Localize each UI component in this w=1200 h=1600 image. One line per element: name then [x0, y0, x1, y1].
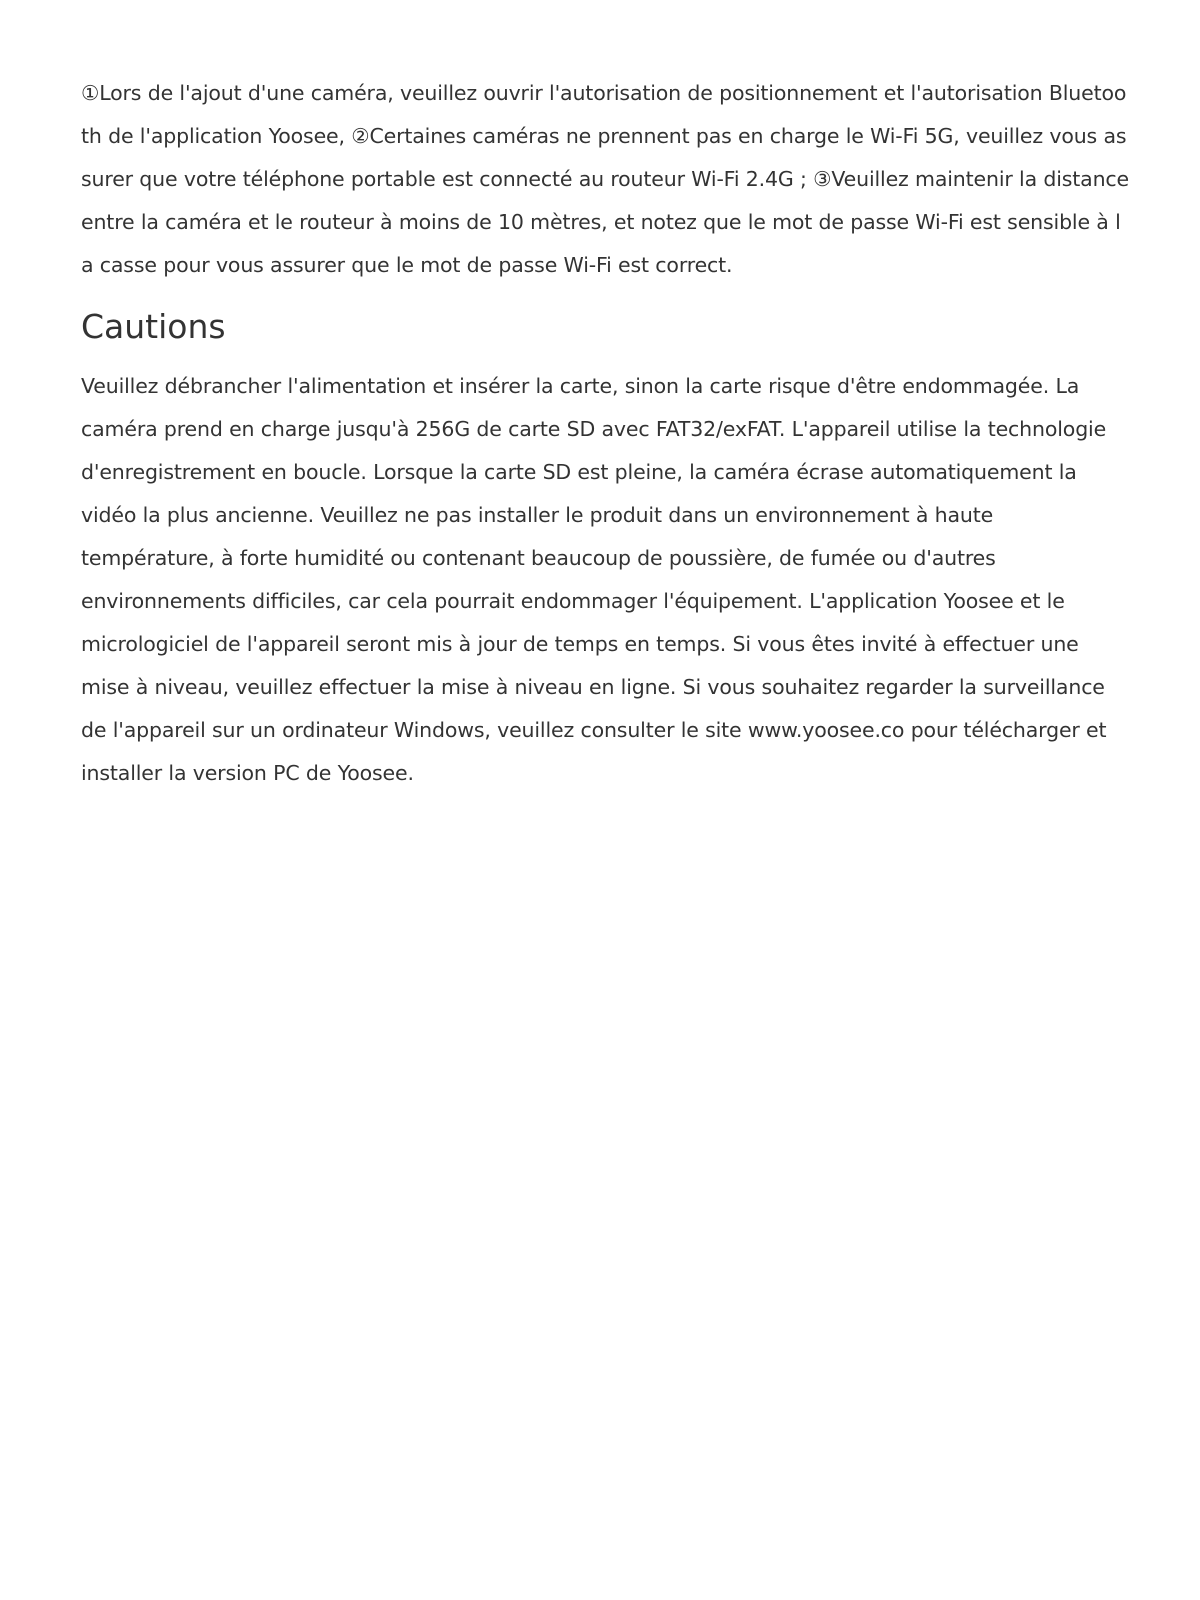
- intro-paragraph: ①Lors de l'ajout d'une caméra, veuillez ouvrir l'autorisation de positionnement et l'autorisation Bluetooth de l'application Yoosee, ②Certaines caméras ne prennent pas en charge le Wi-Fi 5G, veuillez vous assurer que votre téléphone portable est connecté au routeur Wi-Fi 2.4G ; ③Veuillez maintenir la distance entre la caméra et le routeur à moins de 10 mètres, et notez que le mot de passe Wi-Fi est sensible à la casse pour vous assurer que le mot de passe Wi-Fi est correct.: [81, 81, 1130, 277]
- cautions-paragraph: Veuillez débrancher l'alimentation et insérer la carte, sinon la carte risque d'être endommagée. La caméra prend en charge jusqu'à 256G de carte SD avec FAT32/exFAT. L'appareil utilise la technologie d'enregistrement en boucle. Lorsque la carte SD est pleine, la caméra écrase automatiquement la vidéo la plus ancienne. Veuillez ne pas installer le produit dans un environnement à haute température, à forte humidité ou contenant beaucoup de poussière, de fumée ou d'autres environnements difficiles, car cela pourrait endommager l'équipement. L'application Yoosee et le micrologiciel de l'appareil seront mis à jour de temps en temps. Si vous êtes invité à effectuer une mise à niveau, veuillez effectuer la mise à niveau en ligne. Si vous souhaitez regarder la surveillance de l'appareil sur un ordinateur Windows, veuillez consulter le site www.yoosee.co pour télécharger et installer la version PC de Yoosee.: [81, 374, 1107, 785]
- cautions-heading: Cautions: [81, 307, 226, 346]
